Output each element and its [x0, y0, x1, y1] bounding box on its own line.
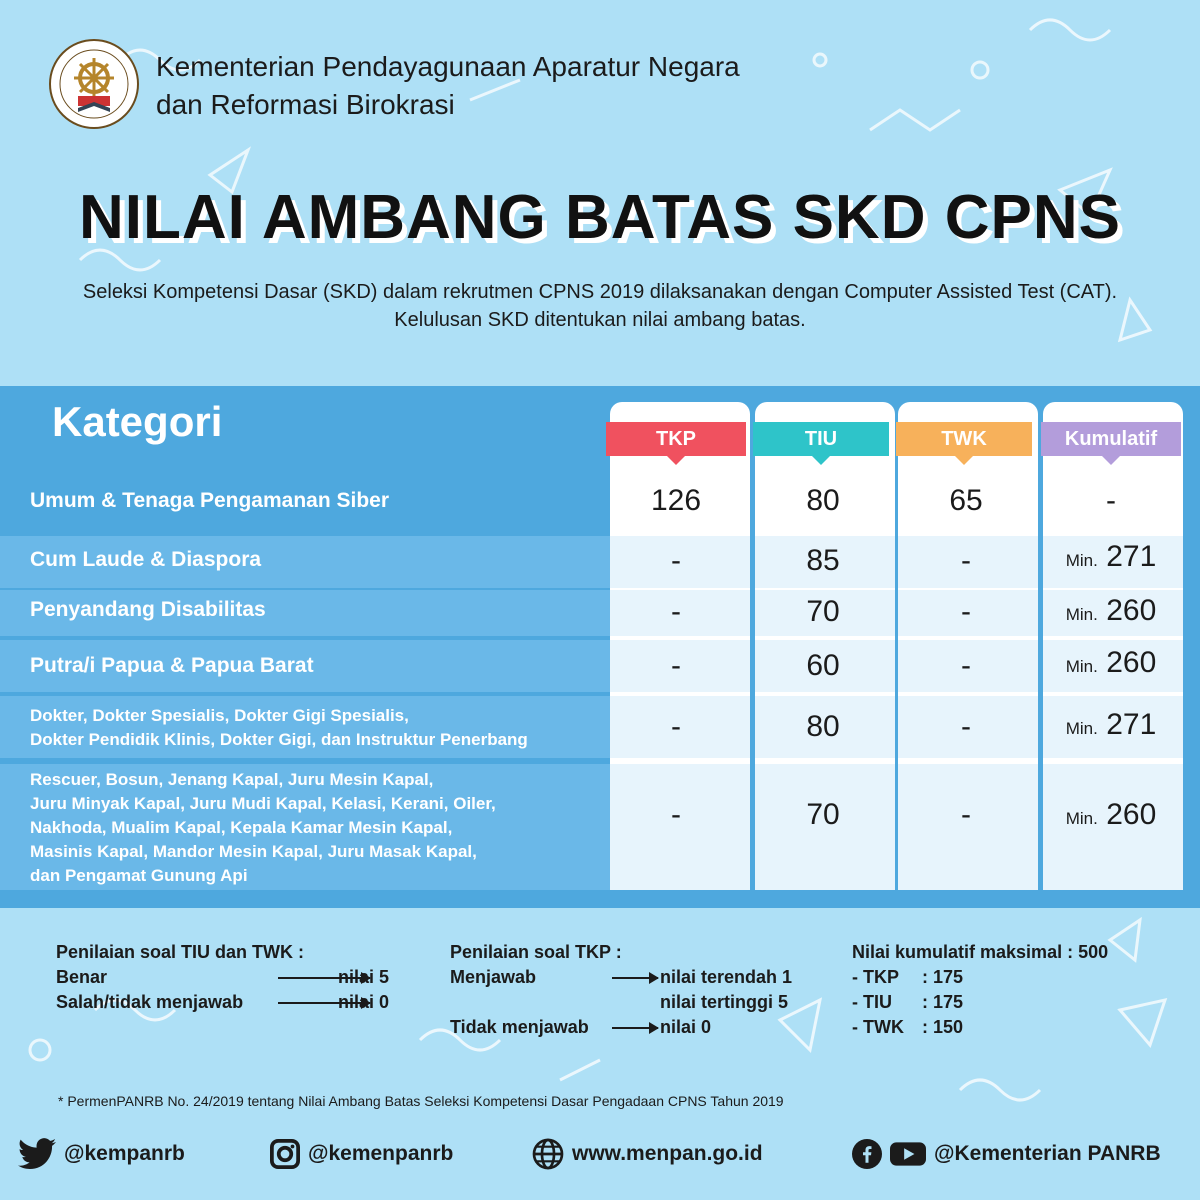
website-link[interactable] [532, 1136, 763, 1172]
kumulatif-value: Min. 260 [1065, 798, 1157, 831]
twitter-link[interactable] [18, 1136, 185, 1172]
cumulative-max-note [852, 940, 1152, 1040]
tiu-max-label: - TIU [852, 992, 892, 1012]
ministry-name-line1: Kementerian Pendayagunaan Aparatur Negara [156, 51, 740, 82]
twitter-icon [18, 1138, 56, 1170]
tiu-value: 80 [806, 484, 840, 517]
salah-value: nilai 0 [338, 992, 390, 1012]
row-category: Dokter, Dokter Spesialis, Dokter Gigi Spesialis, Dokter Pendidik Klinis, Dokter Gigi, dan Instruktur Penerbang [30, 706, 528, 749]
arrow-icon [612, 1027, 658, 1029]
instagram-link[interactable] [270, 1136, 453, 1172]
min-prefix: Min. [1065, 605, 1098, 624]
tidak-menjawab-value: nilai 0 [660, 1017, 712, 1037]
twitter-handle: @kempanrb [64, 1142, 185, 1165]
tkp-value: - [671, 710, 681, 743]
twk-max-value: : 150 [922, 1017, 964, 1037]
tiu-twk-scoring-note [56, 940, 416, 1015]
tkp-value: - [671, 798, 681, 831]
kumulatif-value: Min. 271 [1065, 540, 1157, 573]
tiu-header: TIU [753, 422, 889, 456]
facebook-youtube-handle: @Kementerian PANRB [934, 1142, 1161, 1165]
kumulatif-value: - [1106, 484, 1116, 517]
tkp-max-value: : 175 [922, 967, 964, 987]
ministry-logo [48, 38, 140, 130]
highest-score: nilai tertinggi 5 [660, 992, 789, 1012]
twk-max-label: - TWK [852, 1017, 904, 1037]
twk-value: - [961, 649, 971, 682]
tkp-scoring-note [450, 940, 830, 1040]
intro-line1: Seleksi Kompetensi Dasar (SKD) dalam rekrutmen CPNS 2019 dilaksanakan dengan Computer Assisted Test (CAT). [82, 281, 1118, 303]
intro-line2: Kelulusan SKD ditentukan nilai ambang batas. [394, 309, 806, 331]
twk-value: 65 [949, 484, 983, 517]
tidak-menjawab-label: Tidak menjawab [450, 1017, 589, 1037]
footnote: * PermenPANRB No. 24/2019 tentang Nilai Ambang Batas Seleksi Kompetensi Dasar Pengadaan CPNS Tahun 2019 [58, 1093, 784, 1109]
kumulatif-header: Kumulatif [1041, 422, 1181, 456]
min-prefix: Min. [1065, 809, 1098, 828]
tkp-value: - [671, 595, 681, 628]
min-prefix: Min. [1065, 551, 1098, 570]
ministry-name-line2: dan Reformasi Birokrasi [156, 89, 455, 120]
benar-value: nilai 5 [338, 967, 390, 987]
twk-value: - [961, 798, 971, 831]
tkp-header: TKP [606, 422, 746, 456]
table-row [0, 474, 1200, 534]
facebook-icon [852, 1139, 882, 1169]
tiu-value: 70 [806, 798, 840, 831]
ministry-name [156, 48, 740, 124]
twk-value: - [961, 595, 971, 628]
intro-text [0, 278, 1200, 334]
website-url: www.menpan.go.id [572, 1142, 763, 1165]
kumulatif-value: Min. 260 [1065, 594, 1157, 627]
tiu-value: 70 [806, 595, 840, 628]
instagram-handle: @kemenpanrb [308, 1142, 454, 1165]
salah-label: Salah/tidak menjawab [56, 992, 244, 1012]
tkp-value: - [671, 649, 681, 682]
globe-icon [532, 1138, 564, 1170]
row-category: Umum & Tenaga Pengamanan Siber [30, 489, 390, 512]
table-row [0, 536, 1200, 588]
category-header: Kategori [52, 398, 223, 445]
min-prefix: Min. [1065, 719, 1098, 738]
page-title: NILAI AMBANG BATAS SKD CPNS [79, 183, 1121, 252]
arrow-icon [612, 977, 658, 979]
tkp-value: - [671, 544, 681, 577]
twk-header: TWK [896, 422, 1032, 456]
row-category: Cum Laude & Diaspora [30, 548, 262, 571]
tkp-title: Penilaian soal TKP : [450, 942, 622, 962]
table-row [0, 590, 1200, 636]
menjawab-label: Menjawab [450, 967, 537, 987]
kumulatif-value: Min. 260 [1065, 646, 1157, 679]
benar-label: Benar [56, 967, 108, 987]
table-row [0, 696, 1200, 758]
tiu-value: 80 [806, 710, 840, 743]
table-row [0, 640, 1200, 692]
cumulative-title: Nilai kumulatif maksimal : 500 [852, 942, 1109, 962]
kumulatif-value: Min. 271 [1065, 708, 1157, 741]
tkp-max-label: - TKP [852, 967, 899, 987]
twk-value: - [961, 710, 971, 743]
lowest-score: nilai terendah 1 [660, 967, 793, 987]
twk-value: - [961, 544, 971, 577]
instagram-icon [270, 1139, 300, 1169]
table-row [0, 764, 1200, 890]
tiu-value: 85 [806, 544, 840, 577]
row-category: Rescuer, Bosun, Jenang Kapal, Juru Mesin Kapal, Juru Minyak Kapal, Juru Mudi Kapal, Kelasi, Kerani, Oiler, Nakhoda, Mualim Kapal, Kepala Kamar Mesin Kapal, Masinis Kapal, Mandor Mesin Kapal, Juru Masak Kapal, dan Pengamat Gunung Api [30, 770, 496, 885]
row-category: Penyandang Disabilitas [30, 598, 266, 621]
tiu-twk-title: Penilaian soal TIU dan TWK : [56, 942, 305, 962]
youtube-icon [890, 1140, 926, 1168]
tkp-value: 126 [650, 484, 702, 517]
row-category: Putra/i Papua & Papua Barat [30, 654, 314, 677]
tiu-max-value: : 175 [922, 992, 964, 1012]
min-prefix: Min. [1065, 657, 1098, 676]
facebook-youtube-link[interactable] [852, 1136, 1161, 1172]
tiu-value: 60 [806, 649, 840, 682]
